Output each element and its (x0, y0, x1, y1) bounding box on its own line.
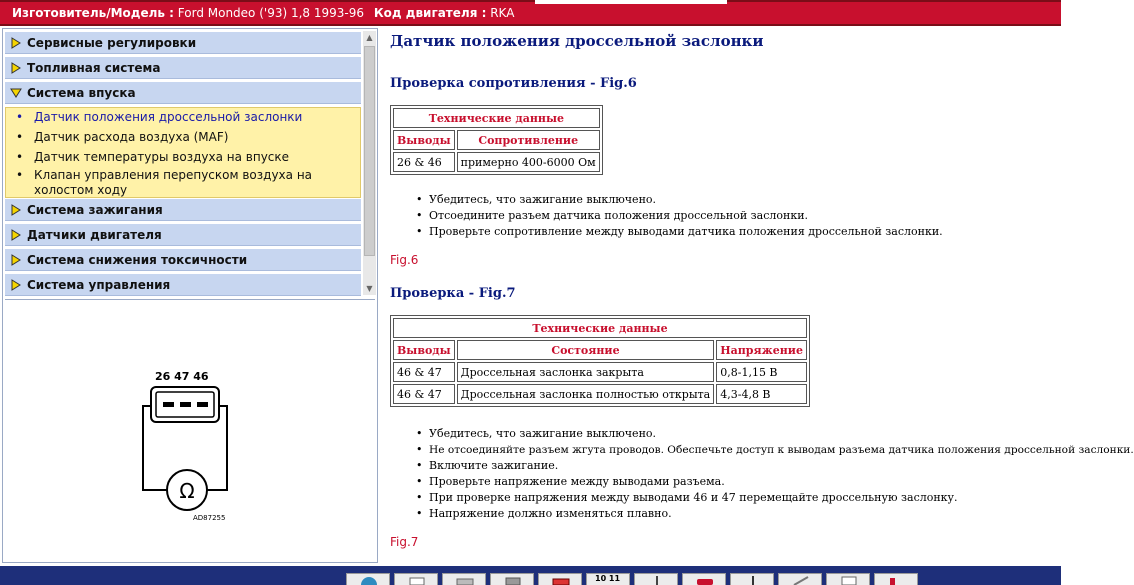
list-item: • Отсоедините разъем датчика положения дроссельной заслонки. (416, 208, 943, 224)
table-caption: Технические данные (393, 108, 600, 128)
arrow-down-icon (10, 87, 22, 99)
column-header: Напряжение (716, 340, 807, 360)
exit-icon[interactable] (874, 573, 918, 585)
wrench-icon[interactable] (778, 573, 822, 585)
table-cell: примерно 400-6000 Ом (457, 152, 600, 172)
submenu-item-idle-air-control-valve[interactable]: • Клапан управления перепуском воздуха на холостом ходу (16, 168, 313, 197)
model-value: Ford Mondeo ('93) 1,8 1993-96 (177, 6, 364, 20)
submenu-item-maf-sensor[interactable]: • Датчик расхода воздуха (MAF) (16, 130, 229, 144)
engine-value: RKA (490, 6, 515, 20)
car-icon[interactable] (682, 573, 726, 585)
section-heading-resistance: Проверка сопротивления - Fig.6 (390, 76, 637, 91)
table-cell: Дроссельная заслонка полностью открыта (457, 384, 715, 404)
list-item: • Проверьте напряжение между выводами разъема. (416, 474, 1134, 490)
figure-link-fig6[interactable]: Fig.6 (390, 253, 419, 267)
figure-link-fig7[interactable]: Fig.7 (390, 535, 419, 549)
arrow-right-icon (10, 229, 22, 241)
menu-item-label: Система управления (27, 278, 171, 292)
menu-item-ignition-system[interactable] (5, 199, 361, 221)
list-item: • Убедитесь, что зажигание выключено. (416, 426, 1134, 442)
list-item: • При проверке напряжения между выводами 46 и 47 перемещайте дроссельную заслонку. (416, 490, 1134, 506)
battery-icon[interactable] (538, 573, 582, 585)
table-cell: 26 & 46 (393, 152, 455, 172)
wiring-diagram (5, 299, 375, 561)
table-cell: Дроссельная заслонка закрыта (457, 362, 715, 382)
submenu-intake (5, 107, 361, 198)
submenu-item-intake-air-temp-sensor[interactable]: • Датчик температуры воздуха на впуске (16, 150, 290, 164)
list-item: • Не отсоединяйте разъем жгута проводов. Обеспечьте доступ к выводам разъема датчика положения дроссельной заслонки. (416, 442, 1134, 458)
table-caption: Технические данные (393, 318, 807, 338)
menu-item-fuel-system[interactable] (5, 57, 361, 79)
table-cell: 46 & 47 (393, 362, 455, 382)
section-heading-voltage: Проверка - Fig.7 (390, 286, 516, 301)
menu-item-label: Датчики двигателя (27, 228, 162, 242)
menu-scrollbar[interactable] (363, 31, 376, 295)
pin-numbers: 26 47 46 (155, 370, 209, 383)
arrow-right-icon (10, 37, 22, 49)
submenu-item-throttle-position-sensor[interactable]: • Датчик положения дроссельной заслонки (16, 110, 303, 124)
instruction-list-voltage (416, 426, 1134, 522)
table-row (393, 384, 807, 404)
arrow-right-icon (10, 204, 22, 216)
menu-item-label: Система снижения токсичности (27, 253, 248, 267)
list-item: • Проверьте сопротивление между выводами датчика положения дроссельной заслонки. (416, 224, 943, 240)
list-item: • Напряжение должно изменяться плавно. (416, 506, 1134, 522)
table-row (393, 362, 807, 382)
menu-item-label: Система зажигания (27, 203, 163, 217)
header-tab-strip (535, 0, 727, 4)
scroll-down-icon[interactable]: ▼ (366, 284, 373, 293)
arrow-right-icon (10, 279, 22, 291)
menu-item-label: Система впуска (27, 86, 136, 100)
table-row (393, 152, 600, 172)
header-bar (0, 0, 1061, 26)
menu-item-emission-control[interactable] (5, 249, 361, 271)
table-cell: 0,8-1,15 В (716, 362, 807, 382)
menu-item-service-adjustments[interactable] (5, 32, 361, 54)
menu-item-engine-sensors[interactable] (5, 224, 361, 246)
left-panel (2, 28, 378, 563)
diagram-code: AD87255 (193, 514, 226, 522)
notes-icon[interactable] (394, 573, 438, 585)
help-icon[interactable] (346, 573, 390, 585)
table-cell: 46 & 47 (393, 384, 455, 404)
spark-icon[interactable] (730, 573, 774, 585)
scroll-up-icon[interactable]: ▲ (366, 33, 373, 42)
column-header: Состояние (457, 340, 715, 360)
arrow-right-icon (10, 62, 22, 74)
list-item: • Включите зажигание. (416, 458, 1134, 474)
menu-item-intake-system[interactable] (5, 82, 361, 104)
engine-label: Код двигателя : (373, 6, 487, 20)
list-item: • Убедитесь, что зажигание выключено. (416, 192, 943, 208)
column-header: Выводы (393, 130, 455, 150)
spec-table-voltage (390, 315, 810, 407)
ohm-symbol: Ω (179, 479, 195, 503)
throttle-sensor-circuit (5, 300, 375, 562)
menu-item-label: Сервисные регулировки (27, 36, 197, 50)
column-header: Выводы (393, 340, 455, 360)
page-title: Датчик положения дроссельной заслонки (390, 32, 764, 50)
arrow-right-icon (10, 254, 22, 266)
scroll-thumb[interactable] (364, 46, 375, 256)
table-cell: 4,3-4,8 В (716, 384, 807, 404)
document-icon[interactable] (826, 573, 870, 585)
model-label: Изготовитель/Модель : (12, 6, 174, 20)
camera-icon[interactable] (490, 573, 534, 585)
calendar-icon[interactable] (586, 573, 630, 585)
calendar-text: 10 11 (595, 574, 621, 583)
instruction-list-resistance (416, 192, 943, 240)
navigation-menu (3, 29, 377, 297)
print-icon[interactable] (442, 573, 486, 585)
column-header: Сопротивление (457, 130, 600, 150)
timing-icon[interactable] (634, 573, 678, 585)
menu-item-engine-management[interactable] (5, 274, 361, 296)
bottom-toolbar (0, 566, 1061, 585)
menu-item-label: Топливная система (27, 61, 161, 75)
spec-table-resistance (390, 105, 603, 175)
